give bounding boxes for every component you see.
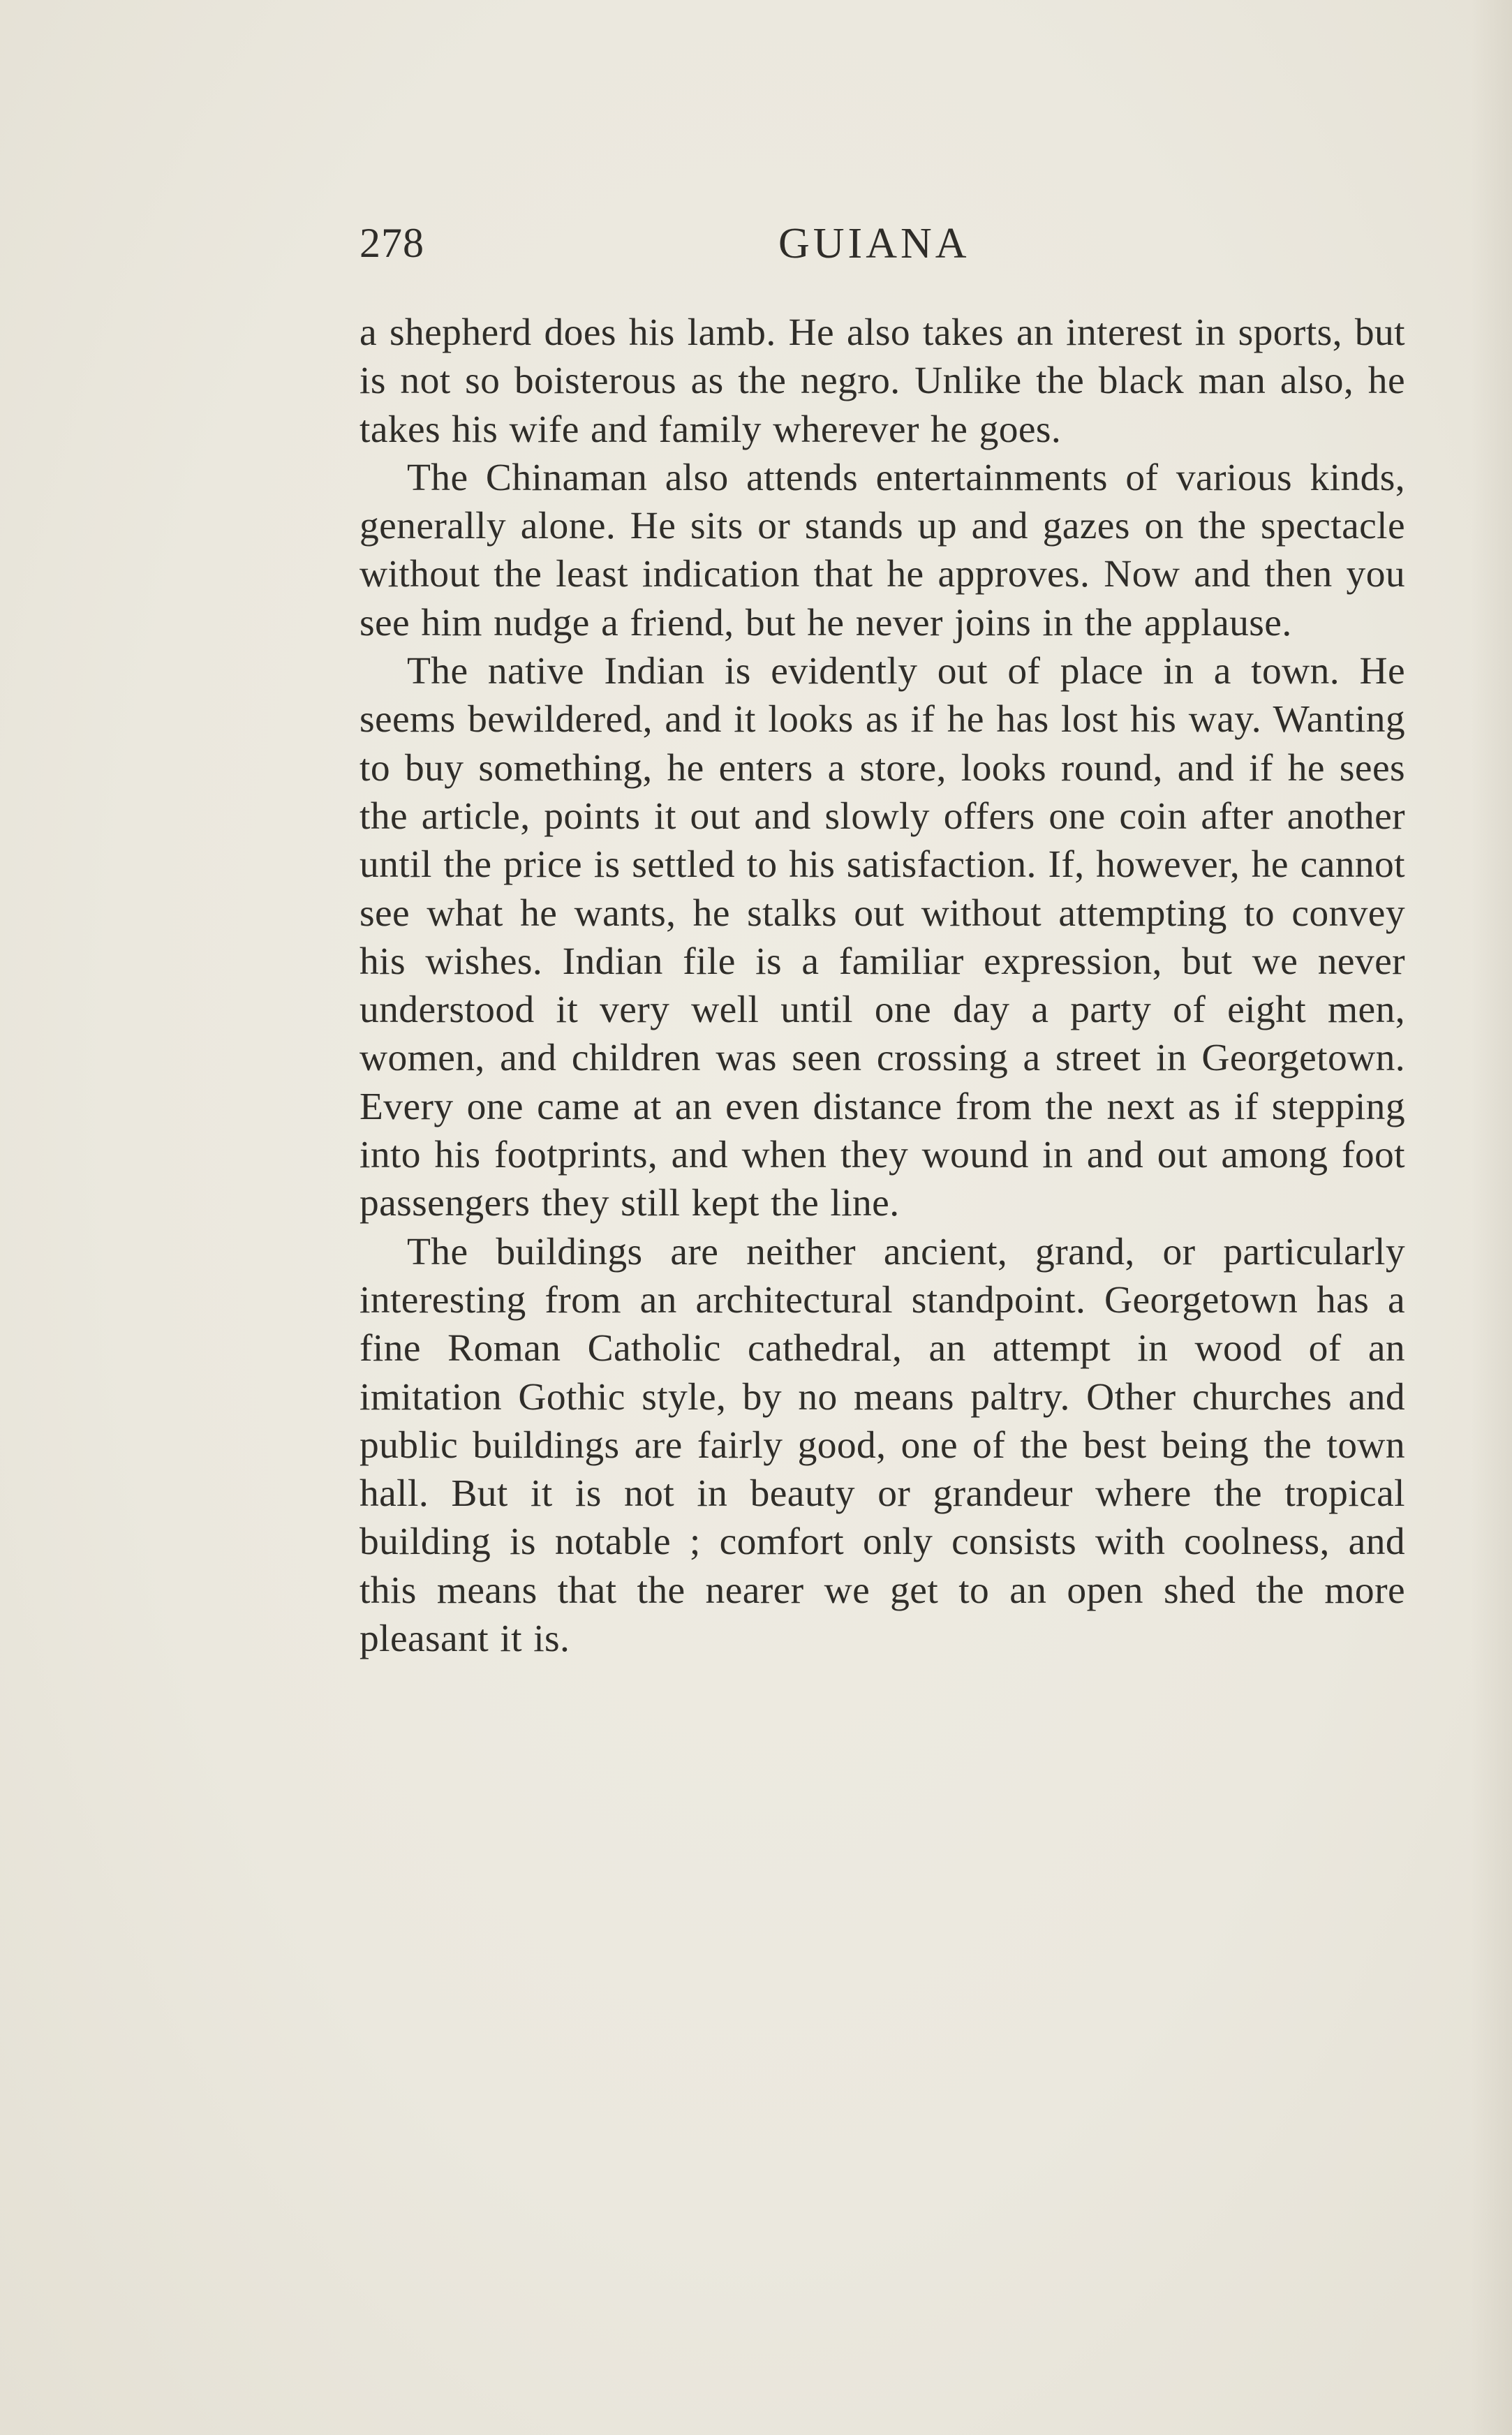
body-text <box>360 309 1405 1663</box>
paragraph: The Chinaman also attends entertainments of various kinds, generally alone. He sits or stands up and gazes on the spectacle without the least indication that he approves. Now and then you see him nudge a friend, but he never joins in the applause. <box>360 456 1405 644</box>
paragraph: The buildings are neither ancient, grand, or particularly interesting from an architectural standpoint. Georgetown has a fine Roman Catholic cathedral, an attempt in wood of an imitation Gothic style, by no means paltry. Other churches and public buildings are fairly good, one of the best being the town hall. But it is not in beauty or grandeur where the tropical building is notable ; comfort only consists with coolness, and this means that the nearer we get to an open shed the more pleasant it is. <box>360 1230 1405 1661</box>
paragraph: The native Indian is evidently out of place in a town. He seems bewildered, and it looks as if he has lost his way. Wanting to buy something, he enters a store, looks round, and if he sees the article, points it out and slowly offers one coin after another until the price is settled to his satisfaction. If, however, he cannot see what he wants, he stalks out without attempting to convey his wishes. Indian file is a familiar expression, but we never understood it very well until one day a party of eight men, women, and children was seen crossing a street in Georgetown. Every one came at an even distance from the next as if stepping into his footprints, and when they wound in and out among foot passengers they still kept the line. <box>360 650 1405 1225</box>
page-edge-shadow <box>1470 0 1512 2435</box>
page-number: 278 <box>360 220 424 266</box>
paragraph: a shepherd does his lamb. He also takes an interest in sports, but is not so boisterous as the negro. Unlike the black man also, he takes his wife and family wherever he goes. <box>360 311 1405 451</box>
page-header <box>360 219 1407 275</box>
running-head: GUIANA <box>778 220 970 267</box>
